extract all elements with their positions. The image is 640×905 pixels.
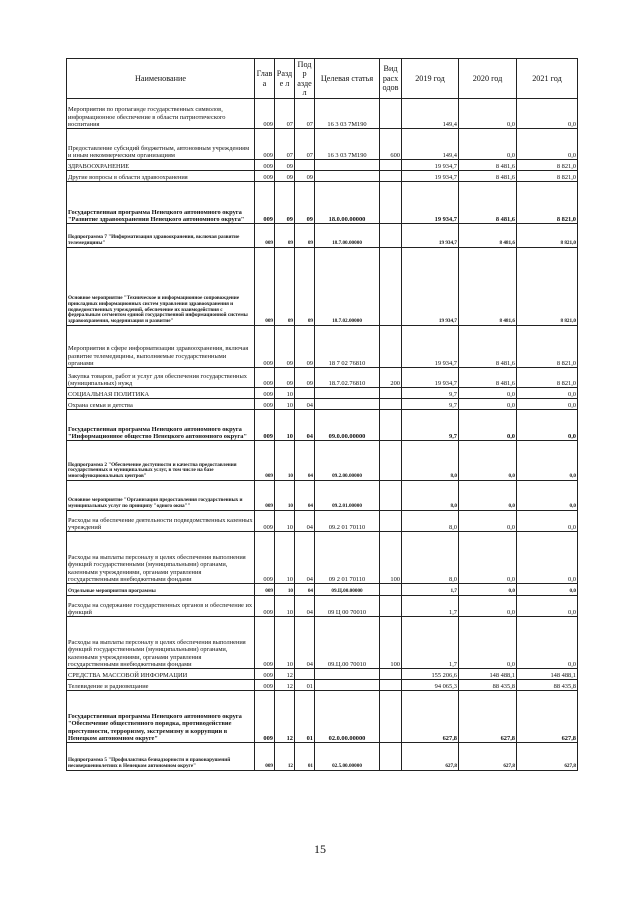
row-glava-cell: 009: [255, 617, 275, 669]
row-vr-cell: [380, 99, 402, 129]
row-csr-cell: 09.0.00.00000: [315, 410, 380, 441]
table-row: [67, 182, 578, 224]
row-2020-cell: 8 481,6: [459, 326, 517, 368]
row-2019-cell: 149,4: [402, 99, 459, 129]
row-2021-cell: 627,8: [517, 691, 578, 743]
row-2020-cell: 0,0: [459, 532, 517, 584]
header-podrazdel: Подр аздел: [295, 59, 315, 99]
row-razdel-cell: 10: [275, 410, 295, 441]
row-glava-cell: 009: [255, 160, 275, 171]
row-name-cell: Государственная программа Ненецкого автономного округа "Информационное общество Ненецкого автономного округа": [67, 410, 255, 441]
row-name-cell: СОЦИАЛЬНАЯ ПОЛИТИКА: [67, 388, 255, 399]
row-csr-cell: 18.7.00.00000: [315, 224, 380, 248]
row-2019-cell: 94 065,3: [402, 680, 459, 691]
row-vr-cell: [380, 248, 402, 326]
row-2019-cell: 149,4: [402, 129, 459, 160]
row-vr-cell: [380, 171, 402, 182]
row-2020-cell: 0,0: [459, 584, 517, 596]
row-csr-cell: 09.2 01 70110: [315, 511, 380, 532]
row-name-cell: Телевидение и радиовещание: [67, 680, 255, 691]
header-razdel: Разде л: [275, 59, 295, 99]
table-row: [67, 481, 578, 511]
table-row: [67, 388, 578, 399]
row-2021-cell: 88 435,8: [517, 680, 578, 691]
row-2021-cell: 0,0: [517, 441, 578, 481]
row-podrazdel-cell: [295, 669, 315, 680]
row-glava-cell: 009: [255, 224, 275, 248]
row-2019-cell: 9,7: [402, 388, 459, 399]
row-podrazdel-cell: 09: [295, 171, 315, 182]
row-glava-cell: 009: [255, 669, 275, 680]
row-podrazdel-cell: 07: [295, 99, 315, 129]
table-row: [67, 511, 578, 532]
table-row: [67, 129, 578, 160]
row-vr-cell: [380, 182, 402, 224]
row-2020-cell: 8 481,6: [459, 368, 517, 388]
row-csr-cell: [315, 669, 380, 680]
table-row: [67, 680, 578, 691]
row-2021-cell: 0,0: [517, 481, 578, 511]
row-2019-cell: 627,8: [402, 743, 459, 771]
row-2021-cell: 8 821,0: [517, 182, 578, 224]
row-glava-cell: 009: [255, 680, 275, 691]
row-csr-cell: [315, 171, 380, 182]
row-csr-cell: 02.0.00.00000: [315, 691, 380, 743]
row-vr-cell: 100: [380, 532, 402, 584]
row-name-cell: Расходы на выплаты персоналу в целях обеспечения выполнения функций государственными (муниципальными) органами, казенными учреждениями, органами управления государственными внебюджетными фондами: [67, 617, 255, 669]
row-razdel-cell: 10: [275, 617, 295, 669]
row-razdel-cell: 09: [275, 171, 295, 182]
row-2020-cell: 148 488,1: [459, 669, 517, 680]
row-razdel-cell: 09: [275, 224, 295, 248]
row-glava-cell: 009: [255, 368, 275, 388]
row-razdel-cell: 09: [275, 248, 295, 326]
header-2021: 2021 год: [517, 59, 578, 99]
row-podrazdel-cell: 04: [295, 617, 315, 669]
row-podrazdel-cell: 04: [295, 596, 315, 617]
row-razdel-cell: 10: [275, 596, 295, 617]
row-podrazdel-cell: [295, 388, 315, 399]
row-name-cell: Основное мероприятие "Техническое и информационное сопровождение прикладных информационных систем управления здравоохранения и подведомственных учреждений, обеспечение их взаимодействия с федеральным сегментом единой государственной информационной системы здравоохранения, модернизация и развитие": [67, 248, 255, 326]
row-vr-cell: [380, 388, 402, 399]
row-podrazdel-cell: 01: [295, 691, 315, 743]
row-csr-cell: 16 3 03 7М190: [315, 99, 380, 129]
row-glava-cell: 009: [255, 532, 275, 584]
row-csr-cell: 18.7.02.76810: [315, 368, 380, 388]
row-vr-cell: [380, 584, 402, 596]
row-podrazdel-cell: 09: [295, 368, 315, 388]
row-vr-cell: [380, 410, 402, 441]
row-vr-cell: [380, 441, 402, 481]
budget-table-sheet: [66, 58, 577, 771]
row-2020-cell: 8 481,6: [459, 224, 517, 248]
row-csr-cell: 09.2.00.00000: [315, 441, 380, 481]
row-razdel-cell: 09: [275, 326, 295, 368]
row-name-cell: Подпрограмма 7 "Информатизация здравоохранения, включая развитие телемедицины": [67, 224, 255, 248]
row-glava-cell: 009: [255, 511, 275, 532]
row-razdel-cell: 10: [275, 481, 295, 511]
row-podrazdel-cell: 09: [295, 326, 315, 368]
row-csr-cell: [315, 388, 380, 399]
row-name-cell: Расходы на содержание государственных органов и обеспечение их функций: [67, 596, 255, 617]
header-2019: 2019 год: [402, 59, 459, 99]
row-glava-cell: 009: [255, 584, 275, 596]
row-2019-cell: 19 934,7: [402, 182, 459, 224]
row-name-cell: Подпрограмма 2 "Обеспечение доступности и качества предоставления государственных и муниципальных услуг, в том числе на базе многофункциональных центров": [67, 441, 255, 481]
row-glava-cell: 009: [255, 691, 275, 743]
row-2021-cell: 627,8: [517, 743, 578, 771]
row-2021-cell: 8 821,0: [517, 160, 578, 171]
row-podrazdel-cell: 04: [295, 532, 315, 584]
row-csr-cell: [315, 399, 380, 410]
row-vr-cell: [380, 160, 402, 171]
header-glava: Глав а: [255, 59, 275, 99]
row-name-cell: Предоставление субсидий бюджетным, автономным учреждениям и иным некоммерческим организациям: [67, 129, 255, 160]
row-vr-cell: [380, 596, 402, 617]
row-podrazdel-cell: 04: [295, 410, 315, 441]
row-razdel-cell: 10: [275, 511, 295, 532]
row-csr-cell: 16 3 03 7М190: [315, 129, 380, 160]
row-2020-cell: 0,0: [459, 596, 517, 617]
row-2021-cell: 0,0: [517, 129, 578, 160]
row-vr-cell: [380, 680, 402, 691]
table-row: [67, 743, 578, 771]
row-glava-cell: 009: [255, 399, 275, 410]
row-vr-cell: 600: [380, 129, 402, 160]
row-vr-cell: [380, 326, 402, 368]
row-razdel-cell: 10: [275, 584, 295, 596]
row-name-cell: СРЕДСТВА МАССОВОЙ ИНФОРМАЦИИ: [67, 669, 255, 680]
row-name-cell: Расходы на выплаты персоналу в целях обеспечения выполнения функций государственными (муниципальными) органами, казенными учреждениями, органами управления государственными внебюджетными фондами: [67, 532, 255, 584]
row-razdel-cell: 07: [275, 129, 295, 160]
row-2020-cell: 8 481,6: [459, 182, 517, 224]
row-glava-cell: 009: [255, 743, 275, 771]
row-2020-cell: 8 481,6: [459, 171, 517, 182]
row-2019-cell: 9,7: [402, 410, 459, 441]
row-razdel-cell: 07: [275, 99, 295, 129]
row-2019-cell: 8,0: [402, 532, 459, 584]
row-vr-cell: [380, 224, 402, 248]
row-csr-cell: [315, 160, 380, 171]
row-2021-cell: 148 488,1: [517, 669, 578, 680]
row-2019-cell: 19 934,7: [402, 160, 459, 171]
row-name-cell: Основное мероприятие "Организация предоставления государственных и муниципальных услуг по принципу "одного окна"": [67, 481, 255, 511]
row-2019-cell: 155 206,6: [402, 669, 459, 680]
row-csr-cell: 18.7.02.00000: [315, 248, 380, 326]
row-vr-cell: [380, 743, 402, 771]
row-2020-cell: 0,0: [459, 399, 517, 410]
header-2020: 2020 год: [459, 59, 517, 99]
row-glava-cell: 009: [255, 481, 275, 511]
row-glava-cell: 009: [255, 596, 275, 617]
table-row: [67, 171, 578, 182]
row-2021-cell: 0,0: [517, 99, 578, 129]
header-name: Наименование: [67, 59, 255, 99]
row-podrazdel-cell: 04: [295, 399, 315, 410]
row-podrazdel-cell: 09: [295, 248, 315, 326]
row-razdel-cell: 10: [275, 388, 295, 399]
row-vr-cell: [380, 481, 402, 511]
table-row: [67, 326, 578, 368]
row-csr-cell: 02.5.00.00000: [315, 743, 380, 771]
row-razdel-cell: 10: [275, 441, 295, 481]
row-2021-cell: 0,0: [517, 532, 578, 584]
row-2020-cell: 0,0: [459, 410, 517, 441]
row-vr-cell: [380, 691, 402, 743]
budget-table: [66, 58, 578, 771]
table-row: [67, 368, 578, 388]
row-2020-cell: 0,0: [459, 511, 517, 532]
row-2019-cell: 1,7: [402, 596, 459, 617]
row-glava-cell: 009: [255, 326, 275, 368]
table-row: [67, 669, 578, 680]
row-2019-cell: 627,8: [402, 691, 459, 743]
row-glava-cell: 009: [255, 182, 275, 224]
table-row: [67, 596, 578, 617]
header-csr: Целевая статья: [315, 59, 380, 99]
row-csr-cell: 09 Ц 00 70010: [315, 596, 380, 617]
row-glava-cell: 009: [255, 248, 275, 326]
table-row: [67, 224, 578, 248]
row-2021-cell: 0,0: [517, 388, 578, 399]
row-glava-cell: 009: [255, 410, 275, 441]
row-podrazdel-cell: 04: [295, 441, 315, 481]
row-razdel-cell: 09: [275, 160, 295, 171]
row-vr-cell: 200: [380, 368, 402, 388]
row-razdel-cell: 12: [275, 691, 295, 743]
row-vr-cell: [380, 669, 402, 680]
row-2021-cell: 0,0: [517, 596, 578, 617]
row-2020-cell: 0,0: [459, 441, 517, 481]
row-2021-cell: 8 821,0: [517, 171, 578, 182]
row-name-cell: Мероприятия по пропаганде государственных символов, информационное обеспечение в области патриотического воспитания: [67, 99, 255, 129]
row-csr-cell: 09.Ц.00.00000: [315, 584, 380, 596]
row-glava-cell: 009: [255, 171, 275, 182]
row-podrazdel-cell: 04: [295, 481, 315, 511]
row-2020-cell: 0,0: [459, 481, 517, 511]
row-csr-cell: 09.Ц.00 70010: [315, 617, 380, 669]
row-glava-cell: 009: [255, 129, 275, 160]
row-name-cell: Охрана семьи и детства: [67, 399, 255, 410]
row-2019-cell: 8,0: [402, 511, 459, 532]
page-number: 15: [314, 842, 326, 856]
row-podrazdel-cell: 04: [295, 584, 315, 596]
table-header-row: [67, 59, 578, 99]
table-row: [67, 584, 578, 596]
row-2020-cell: 0,0: [459, 388, 517, 399]
table-row: [67, 691, 578, 743]
row-podrazdel-cell: 07: [295, 129, 315, 160]
table-body: [67, 99, 578, 771]
row-csr-cell: 09 2 01 70110: [315, 532, 380, 584]
table-row: [67, 617, 578, 669]
row-2021-cell: 8 821,0: [517, 368, 578, 388]
row-name-cell: Закупка товаров, работ и услуг для обеспечения государственных (муниципальных) нужд: [67, 368, 255, 388]
row-glava-cell: 009: [255, 99, 275, 129]
row-vr-cell: [380, 399, 402, 410]
row-podrazdel-cell: [295, 160, 315, 171]
row-2021-cell: 0,0: [517, 399, 578, 410]
row-2019-cell: 8,0: [402, 441, 459, 481]
row-2021-cell: 0,0: [517, 584, 578, 596]
header-vr: Вид расх одов: [380, 59, 402, 99]
row-vr-cell: [380, 511, 402, 532]
row-razdel-cell: 09: [275, 182, 295, 224]
row-2021-cell: 8 821,0: [517, 326, 578, 368]
row-2019-cell: 19 934,7: [402, 248, 459, 326]
row-2019-cell: 19 934,7: [402, 368, 459, 388]
row-podrazdel-cell: 01: [295, 743, 315, 771]
row-razdel-cell: 12: [275, 669, 295, 680]
row-name-cell: Расходы на обеспечение деятельности подведомственных казенных учреждений: [67, 511, 255, 532]
row-name-cell: ЗДРАВООХРАНЕНИЕ: [67, 160, 255, 171]
row-razdel-cell: 12: [275, 680, 295, 691]
row-2020-cell: 8 481,6: [459, 160, 517, 171]
row-2020-cell: 0,0: [459, 129, 517, 160]
row-podrazdel-cell: 09: [295, 182, 315, 224]
row-2020-cell: 88 435,8: [459, 680, 517, 691]
row-glava-cell: 009: [255, 388, 275, 399]
table-row: [67, 399, 578, 410]
row-csr-cell: 18.0.00.00000: [315, 182, 380, 224]
row-2019-cell: 9,7: [402, 399, 459, 410]
row-name-cell: Государственная программа Ненецкого автономного округа "Развитие здравоохранения Ненецкого автономного округа": [67, 182, 255, 224]
row-razdel-cell: 12: [275, 743, 295, 771]
row-podrazdel-cell: 04: [295, 511, 315, 532]
row-name-cell: Государственная программа Ненецкого автономного округа "Обеспечение общественного порядка, противодействие преступности, терроризму, экстремизму и коррупции в Ненецком автономном округе": [67, 691, 255, 743]
row-podrazdel-cell: 01: [295, 680, 315, 691]
row-2020-cell: 627,8: [459, 743, 517, 771]
row-razdel-cell: 09: [275, 368, 295, 388]
row-csr-cell: [315, 680, 380, 691]
table-row: [67, 532, 578, 584]
row-2020-cell: 627,8: [459, 691, 517, 743]
row-2021-cell: 8 821,0: [517, 224, 578, 248]
row-2020-cell: 0,0: [459, 617, 517, 669]
table-row: [67, 248, 578, 326]
row-2021-cell: 8 821,0: [517, 248, 578, 326]
row-2019-cell: 1,7: [402, 617, 459, 669]
row-2021-cell: 0,0: [517, 410, 578, 441]
row-2021-cell: 0,0: [517, 511, 578, 532]
table-row: [67, 99, 578, 129]
row-2019-cell: 1,7: [402, 584, 459, 596]
row-podrazdel-cell: 09: [295, 224, 315, 248]
row-name-cell: Отдельные мероприятия программы: [67, 584, 255, 596]
row-razdel-cell: 10: [275, 532, 295, 584]
row-razdel-cell: 10: [275, 399, 295, 410]
table-row: [67, 441, 578, 481]
row-vr-cell: 100: [380, 617, 402, 669]
table-row: [67, 160, 578, 171]
row-csr-cell: 18 7 02 76810: [315, 326, 380, 368]
row-2020-cell: 0,0: [459, 99, 517, 129]
row-csr-cell: 09.2.01.00000: [315, 481, 380, 511]
row-name-cell: Подпрограмма 5 "Профилактика безнадзорности и правонарушений несовершеннолетних в Ненецком автономном округе": [67, 743, 255, 771]
row-2019-cell: 19 934,7: [402, 224, 459, 248]
row-2019-cell: 19 934,7: [402, 326, 459, 368]
table-row: [67, 410, 578, 441]
row-2019-cell: 19 934,7: [402, 171, 459, 182]
row-2019-cell: 8,0: [402, 481, 459, 511]
row-2021-cell: 0,0: [517, 617, 578, 669]
row-2020-cell: 8 481,6: [459, 248, 517, 326]
row-name-cell: Другие вопросы в области здравоохранения: [67, 171, 255, 182]
row-name-cell: Мероприятия в сфере информатизации здравоохранения, включая развитие телемедицины, выполняемые государственными органами: [67, 326, 255, 368]
row-glava-cell: 009: [255, 441, 275, 481]
